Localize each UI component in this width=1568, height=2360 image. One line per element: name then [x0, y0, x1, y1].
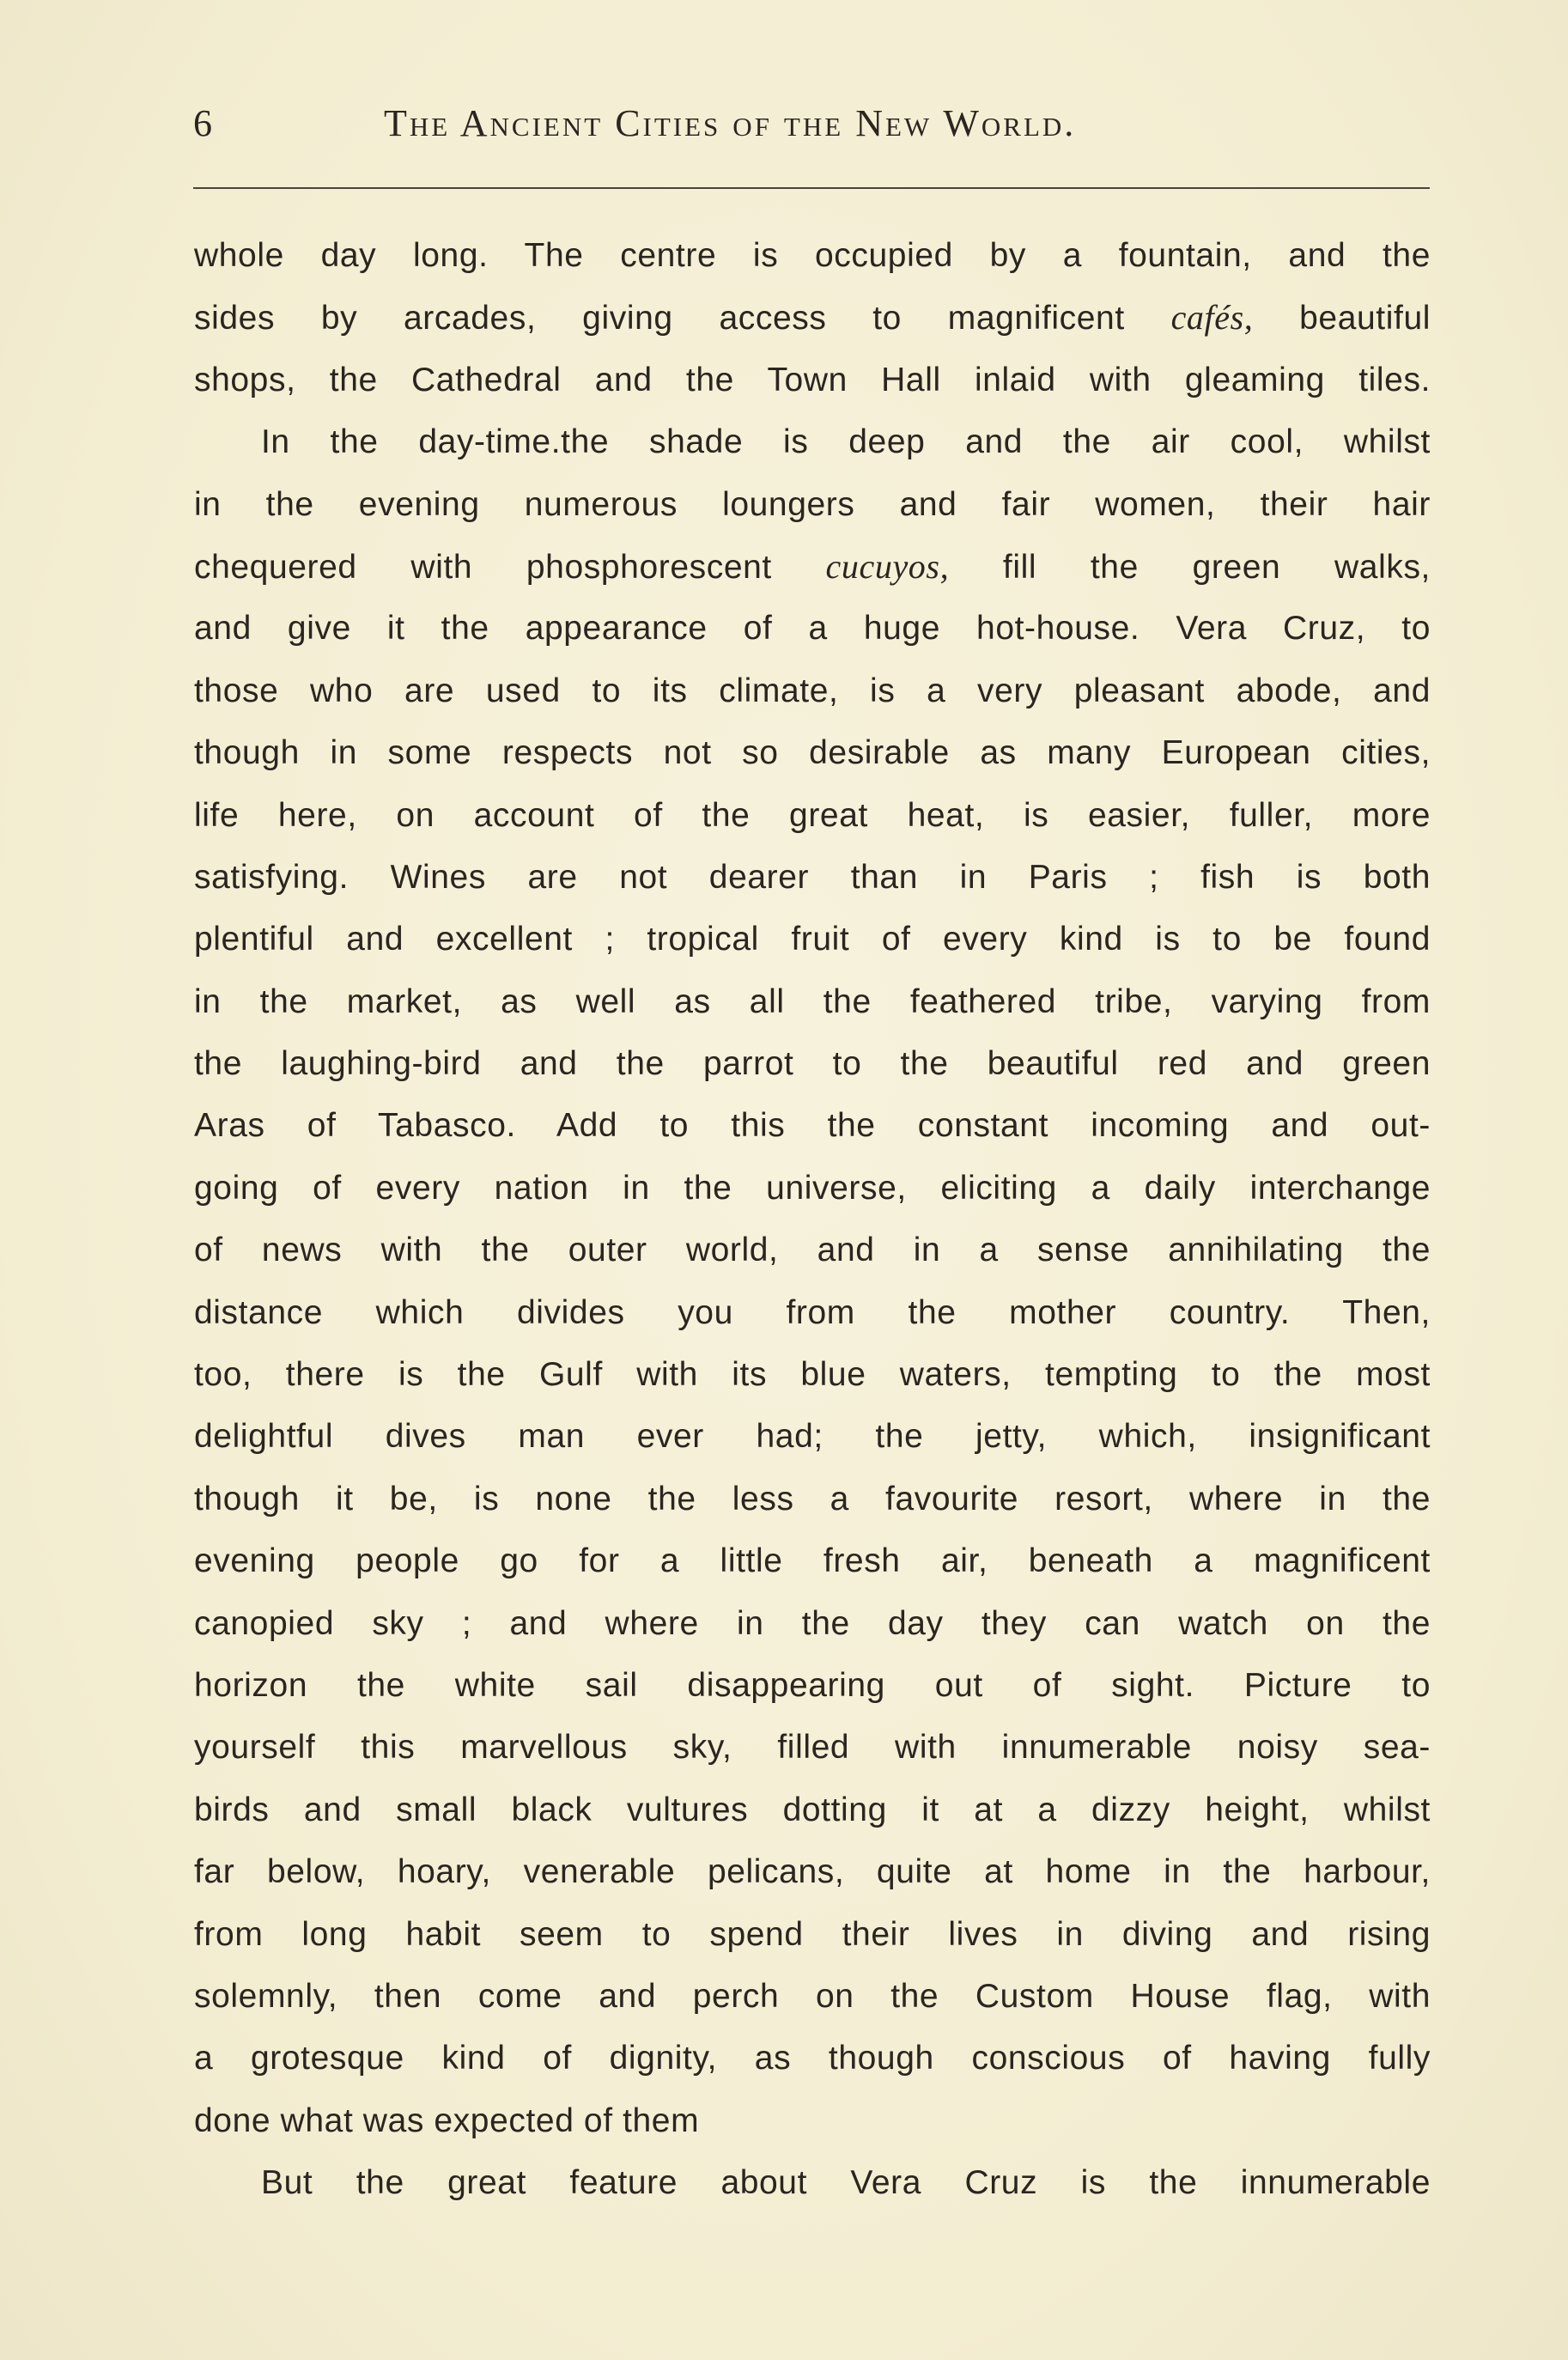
- text-line: done what was expected of them: [194, 2101, 700, 2139]
- text-line: in the evening numerous loungers and fair women, their hair: [194, 485, 1431, 523]
- text-line: shops, the Cathedral and the Town Hall inlaid with gleaming tiles.: [194, 361, 1431, 398]
- text-line: life here, on account of the great heat, is easier, fuller, more: [194, 796, 1431, 834]
- text-line: evening people go for a little fresh air, beneath a magnificent: [194, 1542, 1431, 1580]
- text-line: though in some respects not so desirable as many European cities,: [194, 734, 1431, 772]
- text-line: Aras of Tabasco. Add to this the constant incoming and out-: [194, 1107, 1431, 1145]
- text-line: though it be, is none the less a favourite resort, where in the: [194, 1480, 1431, 1518]
- running-title: The Ancient Cities of the New World.: [384, 102, 1077, 144]
- text-line: in the market, as well as all the feathered tribe, varying from: [194, 982, 1431, 1020]
- text-line: a grotesque kind of dignity, as though conscious of having fully: [194, 2040, 1431, 2077]
- text-line: the laughing-bird and the parrot to the beautiful red and green: [194, 1045, 1431, 1083]
- text-line: yourself this marvellous sky, filled with innumerable noisy sea-: [194, 1729, 1431, 1767]
- text-line: of news with the outer world, and in a sense annihilating the: [194, 1232, 1431, 1269]
- text-line: delightful dives man ever had; the jetty, which, insignificant: [194, 1418, 1431, 1456]
- page-number: 6: [193, 102, 213, 144]
- text-line: far below, hoary, venerable pelicans, quite at home in the harbour,: [194, 1853, 1431, 1891]
- text-line: In the day-time.the shade is deep and the air cool, whilst: [261, 423, 1431, 461]
- text-line: and give it the appearance of a huge hot-house. Vera Cruz, to: [194, 610, 1431, 648]
- page-header: [193, 101, 1438, 161]
- text-line: horizon the white sail disappearing out of sight. Picture to: [194, 1666, 1431, 1704]
- italic-word: cucuyos,: [825, 546, 950, 586]
- header-rule: [193, 187, 1430, 189]
- text-line: those who are used to its climate, is a very pleasant abode, and: [194, 672, 1431, 709]
- text-line: But the great feature about Vera Cruz is the innumerable: [261, 2164, 1431, 2202]
- text-line: distance which divides you from the mother country. Then,: [194, 1293, 1431, 1331]
- text-line: birds and small black vultures dotting it at a dizzy height, whilst: [194, 1791, 1431, 1828]
- text-line: plentiful and excellent ; tropical fruit of every kind is to be found: [194, 921, 1431, 958]
- text-line: canopied sky ; and where in the day they can watch on the: [194, 1604, 1431, 1642]
- text-line: satisfying. Wines are not dearer than in Paris ; fish is both: [194, 858, 1431, 896]
- text-line: from long habit seem to spend their lives in diving and rising: [194, 1915, 1431, 1953]
- italic-word: cafés,: [1170, 298, 1254, 338]
- text-line: solemnly, then come and perch on the Custom House flag, with: [194, 1977, 1431, 2015]
- text-line: sides by arcades, giving access to magnificent cafés, beautiful: [194, 298, 1431, 338]
- text-line: going of every nation in the universe, eliciting a daily interchange: [194, 1169, 1431, 1207]
- body-text: [194, 225, 1431, 2215]
- text-line: chequered with phosphorescent cucuyos, fill the green walks,: [194, 546, 1431, 586]
- text-line: whole day long. The centre is occupied by a fountain, and the: [194, 237, 1431, 274]
- text-line: too, there is the Gulf with its blue waters, tempting to the most: [194, 1356, 1431, 1394]
